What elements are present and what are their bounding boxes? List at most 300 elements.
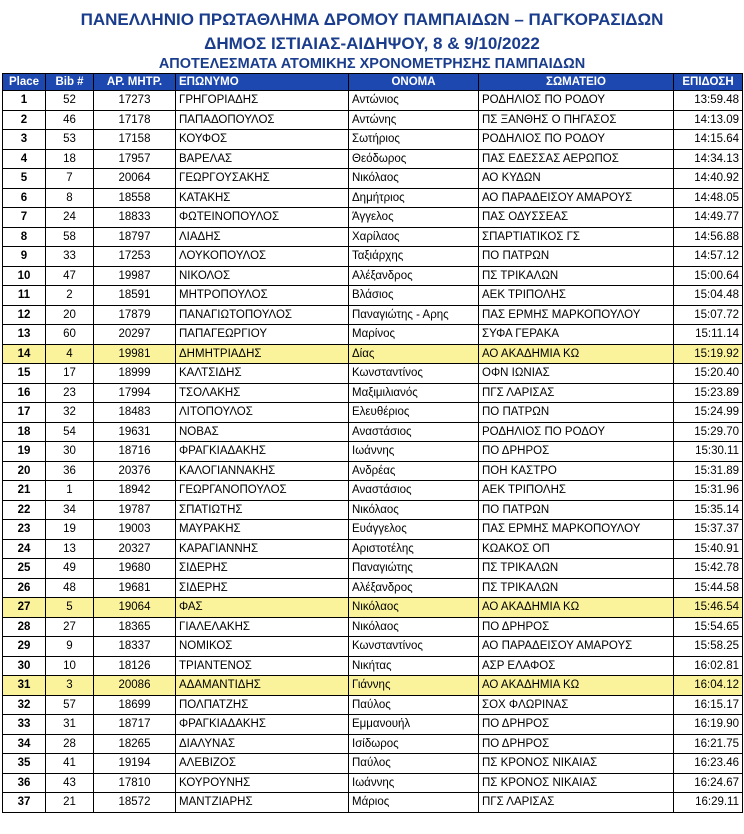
cell-bib: 30: [46, 442, 94, 462]
cell-surname: ΚΑΛΟΓΙΑΝΝΑΚΗΣ: [176, 461, 349, 481]
championship-title: ΠΑΝΕΛΛΗΝΙΟ ΠΡΩΤΑΘΛΗΜΑ ΔΡΟΜΟΥ ΠΑΜΠΑΙΔΩΝ – ΠΑΓΚΟΡΑΣΙΔΩΝ: [80, 10, 664, 29]
cell-surname: ΚΟΥΦΟΣ: [176, 130, 349, 150]
cell-surname: ΦΡΑΓΚΙΑΔΑΚΗΣ: [176, 442, 349, 462]
cell-first-name: Γιάννης: [349, 676, 479, 696]
cell-club: ΠΣ ΤΡΙΚΑΛΩΝ: [479, 559, 674, 579]
cell-time: 15:24.99: [674, 403, 743, 423]
cell-first-name: Εμμανουήλ: [349, 715, 479, 735]
table-row: [3, 266, 743, 286]
cell-surname: ΠΑΠΑΔΟΠΟΥΛΟΣ: [176, 110, 349, 130]
cell-place: 25: [3, 559, 46, 579]
cell-time: 15:54.65: [674, 617, 743, 637]
cell-bib: 8: [46, 188, 94, 208]
cell-club: ΑΟ ΠΑΡΑΔΕΙΣΟΥ ΑΜΑΡΟΥΣ: [479, 637, 674, 657]
cell-place: 33: [3, 715, 46, 735]
table-row: [3, 656, 743, 676]
cell-registry-number: 19680: [94, 559, 176, 579]
cell-bib: 17: [46, 364, 94, 384]
cell-place: 5: [3, 169, 46, 189]
table-row: [3, 539, 743, 559]
table-row: [3, 481, 743, 501]
cell-surname: ΠΑΠΑΓΕΩΡΓΙΟΥ: [176, 325, 349, 345]
table-row: [3, 461, 743, 481]
cell-club: ΑΟ ΚΥΔΩΝ: [479, 169, 674, 189]
table-row: [3, 754, 743, 774]
cell-first-name: Άγγελος: [349, 208, 479, 228]
cell-surname: ΚΑΡΑΓΙΑΝΝΗΣ: [176, 539, 349, 559]
cell-time: 15:20.40: [674, 364, 743, 384]
cell-surname: ΣΙΔΕΡΗΣ: [176, 578, 349, 598]
cell-bib: 52: [46, 91, 94, 111]
cell-place: 3: [3, 130, 46, 150]
table-row: [3, 149, 743, 169]
cell-first-name: Ευάγγελος: [349, 520, 479, 540]
cell-place: 18: [3, 422, 46, 442]
cell-surname: ΜΑΥΡΑΚΗΣ: [176, 520, 349, 540]
cell-first-name: Νικήτας: [349, 656, 479, 676]
cell-bib: 13: [46, 539, 94, 559]
cell-surname: ΛΙΤΟΠΟΥΛΟΣ: [176, 403, 349, 423]
cell-time: 15:31.89: [674, 461, 743, 481]
cell-first-name: Αναστάσιος: [349, 481, 479, 501]
cell-registry-number: 19194: [94, 754, 176, 774]
table-row: [3, 715, 743, 735]
table-row: [3, 91, 743, 111]
cell-surname: ΑΛΕΒΙΖΟΣ: [176, 754, 349, 774]
cell-time: 14:56.88: [674, 227, 743, 247]
cell-registry-number: 17994: [94, 383, 176, 403]
cell-first-name: Δημήτριος: [349, 188, 479, 208]
table-row: [3, 208, 743, 228]
cell-registry-number: 18265: [94, 734, 176, 754]
cell-time: 16:21.75: [674, 734, 743, 754]
cell-place: 10: [3, 266, 46, 286]
cell-time: 16:24.67: [674, 773, 743, 793]
cell-time: 15:23.89: [674, 383, 743, 403]
cell-time: 15:35.14: [674, 500, 743, 520]
cell-surname: ΠΟΛΠΑΤΖΗΣ: [176, 695, 349, 715]
cell-first-name: Αντώνης: [349, 110, 479, 130]
cell-registry-number: 17178: [94, 110, 176, 130]
cell-bib: 19: [46, 520, 94, 540]
cell-registry-number: 18833: [94, 208, 176, 228]
cell-time: 15:30.11: [674, 442, 743, 462]
cell-first-name: Παύλος: [349, 754, 479, 774]
cell-surname: ΒΑΡΕΛΑΣ: [176, 149, 349, 169]
cell-registry-number: 17273: [94, 91, 176, 111]
venue-date-line: ΔΗΜΟΣ ΙΣΤΙΑΙΑΣ-ΑΙΔΗΨΟΥ, 8 & 9/10/2022: [204, 34, 540, 53]
cell-place: 29: [3, 637, 46, 657]
cell-bib: 2: [46, 286, 94, 306]
table-row: [3, 637, 743, 657]
table-row: [3, 617, 743, 637]
cell-first-name: Ιωάννης: [349, 773, 479, 793]
cell-first-name: Αλέξανδρος: [349, 266, 479, 286]
cell-registry-number: 19681: [94, 578, 176, 598]
cell-club: ΠΟ ΠΑΤΡΩΝ: [479, 247, 674, 267]
cell-bib: 54: [46, 422, 94, 442]
column-header-registry: ΑΡ. ΜΗΤΡ.: [94, 74, 176, 91]
cell-bib: 48: [46, 578, 94, 598]
cell-bib: 10: [46, 656, 94, 676]
cell-club: ΠΓΣ ΛΑΡΙΣΑΣ: [479, 383, 674, 403]
table-row: [3, 188, 743, 208]
table-row: [3, 169, 743, 189]
cell-registry-number: 20064: [94, 169, 176, 189]
cell-surname: ΝΟΒΑΣ: [176, 422, 349, 442]
cell-surname: ΓΙΑΛΕΛΑΚΗΣ: [176, 617, 349, 637]
cell-registry-number: 17810: [94, 773, 176, 793]
cell-surname: ΝΙΚΟΛΟΣ: [176, 266, 349, 286]
cell-surname: ΚΟΥΡΟΥΝΗΣ: [176, 773, 349, 793]
cell-registry-number: 18699: [94, 695, 176, 715]
cell-club: ΑΟ ΠΑΡΑΔΕΙΣΟΥ ΑΜΑΡΟΥΣ: [479, 188, 674, 208]
cell-surname: ΔΗΜΗΤΡΙΑΔΗΣ: [176, 344, 349, 364]
cell-place: 13: [3, 325, 46, 345]
cell-club: ΣΠΑΡΤΙΑΤΙΚΟΣ ΓΣ: [479, 227, 674, 247]
cell-registry-number: 18591: [94, 286, 176, 306]
cell-place: 23: [3, 520, 46, 540]
cell-bib: 3: [46, 676, 94, 696]
cell-surname: ΚΑΤΑΚΗΣ: [176, 188, 349, 208]
cell-club: ΑΟ ΑΚΑΔΗΜΙΑ ΚΩ: [479, 676, 674, 696]
cell-registry-number: 18942: [94, 481, 176, 501]
cell-time: 15:11.14: [674, 325, 743, 345]
cell-bib: 31: [46, 715, 94, 735]
cell-club: ΡΟΔΗΛΙΟΣ ΠΟ ΡΟΔΟΥ: [479, 130, 674, 150]
cell-place: 11: [3, 286, 46, 306]
cell-club: ΡΟΔΗΛΙΟΣ ΠΟ ΡΟΔΟΥ: [479, 91, 674, 111]
cell-bib: 33: [46, 247, 94, 267]
cell-time: 15:40.91: [674, 539, 743, 559]
cell-time: 14:13.09: [674, 110, 743, 130]
column-header-time: ΕΠΙΔΟΣΗ: [674, 74, 743, 91]
cell-club: ΠΑΣ ΟΔΥΣΣΕΑΣ: [479, 208, 674, 228]
column-header-club: ΣΩΜΑΤΕΙΟ: [479, 74, 674, 91]
cell-place: 19: [3, 442, 46, 462]
cell-registry-number: 17957: [94, 149, 176, 169]
cell-club: ΡΟΔΗΛΙΟΣ ΠΟ ΡΟΔΟΥ: [479, 422, 674, 442]
cell-surname: ΜΑΝΤΖΙΑΡΗΣ: [176, 793, 349, 813]
cell-club: ΠΟΗ ΚΑΣΤΡΟ: [479, 461, 674, 481]
cell-surname: ΣΙΔΕΡΗΣ: [176, 559, 349, 579]
cell-time: 15:29.70: [674, 422, 743, 442]
cell-place: 37: [3, 793, 46, 813]
cell-time: 15:44.58: [674, 578, 743, 598]
table-row: [3, 403, 743, 423]
cell-first-name: Αναστάσιος: [349, 422, 479, 442]
cell-club: ΠΟ ΔΡΗΡΟΣ: [479, 734, 674, 754]
cell-place: 17: [3, 403, 46, 423]
cell-club: ΠΟ ΔΡΗΡΟΣ: [479, 442, 674, 462]
table-row: [3, 734, 743, 754]
cell-club: ΟΦΝ ΙΩΝΙΑΣ: [479, 364, 674, 384]
cell-first-name: Παναγιώτης: [349, 559, 479, 579]
table-row: [3, 247, 743, 267]
cell-registry-number: 19631: [94, 422, 176, 442]
cell-first-name: Νικόλαος: [349, 500, 479, 520]
cell-registry-number: 17253: [94, 247, 176, 267]
cell-place: 31: [3, 676, 46, 696]
cell-bib: 24: [46, 208, 94, 228]
cell-bib: 1: [46, 481, 94, 501]
cell-surname: ΣΠΑΤΙΩΤΗΣ: [176, 500, 349, 520]
cell-first-name: Χαρίλαος: [349, 227, 479, 247]
cell-surname: ΦΡΑΓΚΙΑΔΑΚΗΣ: [176, 715, 349, 735]
cell-surname: ΓΕΩΡΓΑΝΟΠΟΥΛΟΣ: [176, 481, 349, 501]
cell-registry-number: 20376: [94, 461, 176, 481]
cell-first-name: Νικόλαος: [349, 598, 479, 618]
cell-club: ΠΟ ΔΡΗΡΟΣ: [479, 715, 674, 735]
table-row: [3, 422, 743, 442]
cell-place: 24: [3, 539, 46, 559]
table-row: [3, 598, 743, 618]
cell-bib: 32: [46, 403, 94, 423]
cell-club: ΠΑΣ ΕΔΕΣΣΑΣ ΑΕΡΩΠΟΣ: [479, 149, 674, 169]
cell-place: 7: [3, 208, 46, 228]
column-header-name: ΟΝΟΜΑ: [349, 74, 479, 91]
table-row: [3, 305, 743, 325]
cell-place: 32: [3, 695, 46, 715]
cell-registry-number: 18572: [94, 793, 176, 813]
cell-registry-number: 18999: [94, 364, 176, 384]
cell-club: ΠΣ ΚΡΟΝΟΣ ΝΙΚΑΙΑΣ: [479, 754, 674, 774]
cell-place: 15: [3, 364, 46, 384]
cell-surname: ΛΙΑΔΗΣ: [176, 227, 349, 247]
cell-first-name: Μάριος: [349, 793, 479, 813]
cell-first-name: Αλέξανδρος: [349, 578, 479, 598]
cell-registry-number: 17879: [94, 305, 176, 325]
cell-club: ΣΟΧ ΦΛΩΡΙΝΑΣ: [479, 695, 674, 715]
cell-club: ΠΣ ΞΑΝΘΗΣ Ο ΠΗΓΑΣΟΣ: [479, 110, 674, 130]
cell-time: 15:04.48: [674, 286, 743, 306]
cell-bib: 58: [46, 227, 94, 247]
cell-first-name: Αντώνιος: [349, 91, 479, 111]
cell-place: 14: [3, 344, 46, 364]
cell-registry-number: 20086: [94, 676, 176, 696]
cell-place: 2: [3, 110, 46, 130]
table-row: [3, 110, 743, 130]
cell-first-name: Μαρίνος: [349, 325, 479, 345]
cell-registry-number: 18365: [94, 617, 176, 637]
cell-bib: 43: [46, 773, 94, 793]
table-row: [3, 344, 743, 364]
cell-place: 6: [3, 188, 46, 208]
cell-place: 20: [3, 461, 46, 481]
cell-place: 16: [3, 383, 46, 403]
cell-first-name: Βλάσιος: [349, 286, 479, 306]
cell-first-name: Ταξιάρχης: [349, 247, 479, 267]
cell-bib: 49: [46, 559, 94, 579]
cell-bib: 28: [46, 734, 94, 754]
cell-first-name: Κωνσταντίνος: [349, 637, 479, 657]
cell-registry-number: 18126: [94, 656, 176, 676]
cell-club: ΠΓΣ ΛΑΡΙΣΑΣ: [479, 793, 674, 813]
cell-surname: ΛΟΥΚΟΠΟΥΛΟΣ: [176, 247, 349, 267]
cell-registry-number: 19787: [94, 500, 176, 520]
cell-bib: 46: [46, 110, 94, 130]
cell-first-name: Ιωάννης: [349, 442, 479, 462]
cell-time: 15:46.54: [674, 598, 743, 618]
cell-time: 13:59.48: [674, 91, 743, 111]
cell-bib: 23: [46, 383, 94, 403]
cell-first-name: Νικόλαος: [349, 169, 479, 189]
table-row: [3, 520, 743, 540]
cell-time: 14:49.77: [674, 208, 743, 228]
cell-club: ΑΕΚ ΤΡΙΠΟΛΗΣ: [479, 286, 674, 306]
table-row: [3, 578, 743, 598]
table-row: [3, 227, 743, 247]
cell-surname: ΑΔΑΜΑΝΤΙΔΗΣ: [176, 676, 349, 696]
cell-time: 15:07.72: [674, 305, 743, 325]
cell-bib: 20: [46, 305, 94, 325]
table-row: [3, 442, 743, 462]
cell-surname: ΓΡΗΓΟΡΙΑΔΗΣ: [176, 91, 349, 111]
column-header-bib: Bib #: [46, 74, 94, 91]
cell-place: 34: [3, 734, 46, 754]
cell-time: 16:19.90: [674, 715, 743, 735]
cell-place: 30: [3, 656, 46, 676]
cell-place: 22: [3, 500, 46, 520]
cell-first-name: Παναγιώτης - Αρης: [349, 305, 479, 325]
cell-time: 14:34.13: [674, 149, 743, 169]
cell-registry-number: 20327: [94, 539, 176, 559]
cell-time: 14:57.12: [674, 247, 743, 267]
table-row: [3, 773, 743, 793]
cell-place: 12: [3, 305, 46, 325]
cell-bib: 4: [46, 344, 94, 364]
cell-bib: 21: [46, 793, 94, 813]
cell-bib: 27: [46, 617, 94, 637]
table-row: [3, 676, 743, 696]
table-row: [3, 793, 743, 813]
cell-time: 16:29.11: [674, 793, 743, 813]
cell-time: 15:31.96: [674, 481, 743, 501]
cell-club: ΠΣ ΤΡΙΚΑΛΩΝ: [479, 266, 674, 286]
cell-time: 16:04.12: [674, 676, 743, 696]
cell-time: 15:19.92: [674, 344, 743, 364]
cell-registry-number: 18558: [94, 188, 176, 208]
cell-club: ΚΩΑΚΟΣ ΟΠ: [479, 539, 674, 559]
cell-first-name: Παύλος: [349, 695, 479, 715]
column-header-surname: ΕΠΩΝΥΜΟ: [176, 74, 349, 91]
cell-first-name: Ανδρέας: [349, 461, 479, 481]
column-header-place: Place: [3, 74, 46, 91]
cell-club: ΠΑΣ ΕΡΜΗΣ ΜΑΡΚΟΠΟΥΛΟΥ: [479, 305, 674, 325]
cell-bib: 18: [46, 149, 94, 169]
cell-first-name: Αριστοτέλης: [349, 539, 479, 559]
cell-bib: 53: [46, 130, 94, 150]
cell-registry-number: 18797: [94, 227, 176, 247]
cell-registry-number: 19987: [94, 266, 176, 286]
cell-registry-number: 19003: [94, 520, 176, 540]
cell-club: ΣΥΦΑ ΓΕΡΑΚΑ: [479, 325, 674, 345]
cell-registry-number: 17158: [94, 130, 176, 150]
cell-time: 14:48.05: [674, 188, 743, 208]
cell-bib: 41: [46, 754, 94, 774]
cell-surname: ΦΩΤΕΙΝΟΠΟΥΛΟΣ: [176, 208, 349, 228]
cell-club: ΠΟ ΠΑΤΡΩΝ: [479, 403, 674, 423]
cell-registry-number: 19981: [94, 344, 176, 364]
cell-club: ΠΟ ΠΑΤΡΩΝ: [479, 500, 674, 520]
cell-club: ΑΟ ΑΚΑΔΗΜΙΑ ΚΩ: [479, 598, 674, 618]
cell-surname: ΝΟΜΙΚΟΣ: [176, 637, 349, 657]
cell-bib: 57: [46, 695, 94, 715]
cell-time: 16:02.81: [674, 656, 743, 676]
cell-surname: ΤΡΙΑΝΤΕΝΟΣ: [176, 656, 349, 676]
table-row: [3, 559, 743, 579]
cell-first-name: Δίας: [349, 344, 479, 364]
cell-registry-number: 18716: [94, 442, 176, 462]
cell-registry-number: 18337: [94, 637, 176, 657]
table-row: [3, 383, 743, 403]
cell-bib: 34: [46, 500, 94, 520]
cell-club: ΠΣ ΚΡΟΝΟΣ ΝΙΚΑΙΑΣ: [479, 773, 674, 793]
table-row: [3, 130, 743, 150]
cell-registry-number: 19064: [94, 598, 176, 618]
table-row: [3, 286, 743, 306]
cell-surname: ΓΕΩΡΓΟΥΣΑΚΗΣ: [176, 169, 349, 189]
cell-first-name: Ελευθέριος: [349, 403, 479, 423]
cell-bib: 60: [46, 325, 94, 345]
table-row: [3, 325, 743, 345]
cell-time: 14:40.92: [674, 169, 743, 189]
table-row: [3, 364, 743, 384]
cell-club: ΑΣΡ ΕΛΑΦΟΣ: [479, 656, 674, 676]
cell-place: 9: [3, 247, 46, 267]
cell-place: 28: [3, 617, 46, 637]
results-subtitle: ΑΠΟΤΕΛΕΣΜΑΤΑ ΑΤΟΜΙΚΗΣ ΧΡΟΝΟΜΕΤΡΗΣΗΣ ΠΑΜΠΑΙΔΩΝ: [158, 56, 586, 72]
cell-club: ΠΟ ΔΡΗΡΟΣ: [479, 617, 674, 637]
cell-place: 8: [3, 227, 46, 247]
cell-time: 15:42.78: [674, 559, 743, 579]
cell-first-name: Θεόδωρος: [349, 149, 479, 169]
results-table: [2, 73, 743, 813]
cell-surname: ΚΑΛΤΣΙΔΗΣ: [176, 364, 349, 384]
table-row: [3, 695, 743, 715]
cell-first-name: Σωτήριος: [349, 130, 479, 150]
document-header: [0, 0, 744, 73]
cell-surname: ΦΑΣ: [176, 598, 349, 618]
cell-time: 15:58.25: [674, 637, 743, 657]
cell-place: 21: [3, 481, 46, 501]
cell-registry-number: 18483: [94, 403, 176, 423]
cell-surname: ΔΙΑΛΥΝΑΣ: [176, 734, 349, 754]
cell-first-name: Νικόλαος: [349, 617, 479, 637]
cell-club: ΑΕΚ ΤΡΙΠΟΛΗΣ: [479, 481, 674, 501]
cell-bib: 47: [46, 266, 94, 286]
cell-first-name: Κωνσταντίνος: [349, 364, 479, 384]
cell-club: ΠΑΣ ΕΡΜΗΣ ΜΑΡΚΟΠΟΥΛΟΥ: [479, 520, 674, 540]
cell-surname: ΠΑΝΑΓΙΩΤΟΠΟΥΛΟΣ: [176, 305, 349, 325]
cell-place: 27: [3, 598, 46, 618]
results-body: [3, 91, 743, 813]
cell-bib: 5: [46, 598, 94, 618]
cell-place: 4: [3, 149, 46, 169]
cell-first-name: Μαξιμιλιανός: [349, 383, 479, 403]
cell-registry-number: 20297: [94, 325, 176, 345]
table-row: [3, 500, 743, 520]
cell-club: ΠΣ ΤΡΙΚΑΛΩΝ: [479, 578, 674, 598]
cell-place: 35: [3, 754, 46, 774]
cell-surname: ΜΗΤΡΟΠΟΥΛΟΣ: [176, 286, 349, 306]
cell-time: 15:37.37: [674, 520, 743, 540]
cell-club: ΑΟ ΑΚΑΔΗΜΙΑ ΚΩ: [479, 344, 674, 364]
cell-bib: 9: [46, 637, 94, 657]
cell-time: 15:00.64: [674, 266, 743, 286]
cell-bib: 36: [46, 461, 94, 481]
cell-time: 16:15.17: [674, 695, 743, 715]
